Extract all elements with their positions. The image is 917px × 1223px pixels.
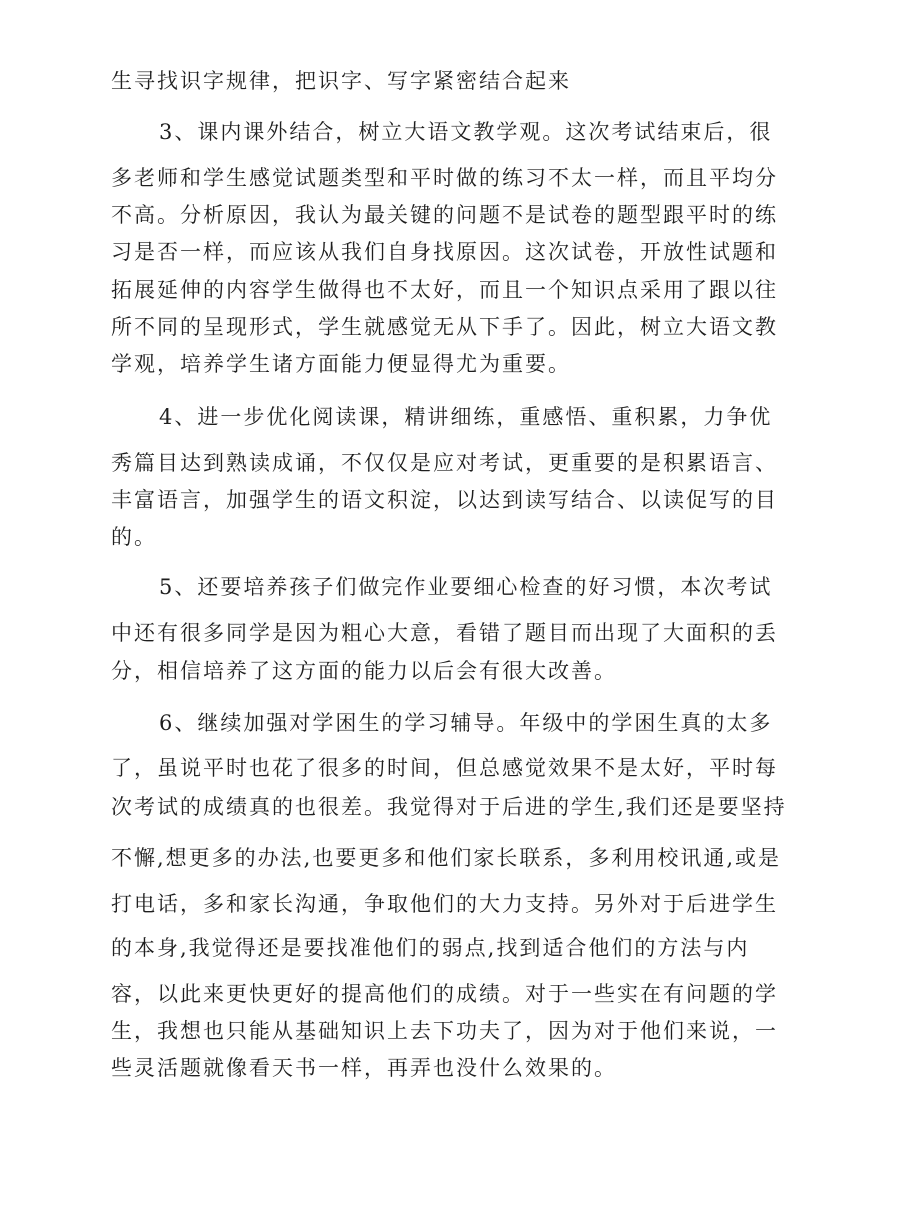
text-line: 不懈,想更多的办法,也要更多和他们家长联系，多利用校讯通,或是 [111,846,782,870]
text-line: 容，以此来更快更好的提高他们的成绩。对于一些实在有问题的学 [111,982,778,1006]
text-line: 次考试的成绩真的也很差。我觉得对于后进的学生,我们还是要坚持 [111,795,787,819]
text-line: 丰富语言，加强学生的语文积淀，以达到读写结合、以读促写的目 [111,488,778,512]
text-line: 打电话，多和家长沟通，争取他们的大力支持。另外对于后进学生 [111,892,778,916]
text-line: 的。 [111,525,157,549]
text-line: 拓展延伸的内容学生做得也不太好，而且一个知识点采用了跟以往 [111,278,778,302]
paragraph-4-first-line: 4、进一步优化阅读课，精讲细练，重感悟、重积累，力争优 [159,405,773,429]
text-line: 学观，培养学生诸方面能力便显得尤为重要。 [111,352,571,376]
text-line: 分，相信培养了这方面的能力以后会有很大改善。 [111,659,617,683]
text-line: 中还有很多同学是因为粗心大意，看错了题目而出现了大面积的丢 [111,621,778,645]
text-line: 生寻找识字规律，把识字、写字紧密结合起来 [111,69,571,93]
text-line: 生，我想也只能从基础知识上去下功夫了，因为对于他们来说，一 [111,1019,778,1043]
text-line: 些灵活题就像看天书一样，再弄也没什么效果的。 [111,1056,617,1080]
paragraph-6-first-line: 6、继续加强对学困生的学习辅导。年级中的学困生真的太多 [159,711,773,735]
text-line: 所不同的呈现形式，学生就感觉无从下手了。因此，树立大语文教 [111,315,778,339]
text-line: 习是否一样，而应该从我们自身找原因。这次试卷，开放性试题和 [111,240,778,264]
paragraph-3-first-line: 3、课内课外结合，树立大语文教学观。这次考试结束后，很 [159,120,773,144]
text-line: 了，虽说平时也花了很多的时间，但总感觉效果不是太好，平时每 [111,756,778,780]
text-line: 秀篇目达到熟读成诵，不仅仅是应对考试，更重要的是积累语言、 [111,451,778,475]
paragraph-5-first-line: 5、还要培养孩子们做完作业要细心检查的好习惯，本次考试 [159,575,773,599]
text-line: 不高。分析原因，我认为最关键的问题不是试卷的题型跟平时的练 [111,203,778,227]
text-line: 多老师和学生感觉试题类型和平时做的练习不太一样，而且平均分 [111,166,778,190]
text-line: 的本身,我觉得还是要找准他们的弱点,找到适合他们的方法与内 [111,936,750,960]
